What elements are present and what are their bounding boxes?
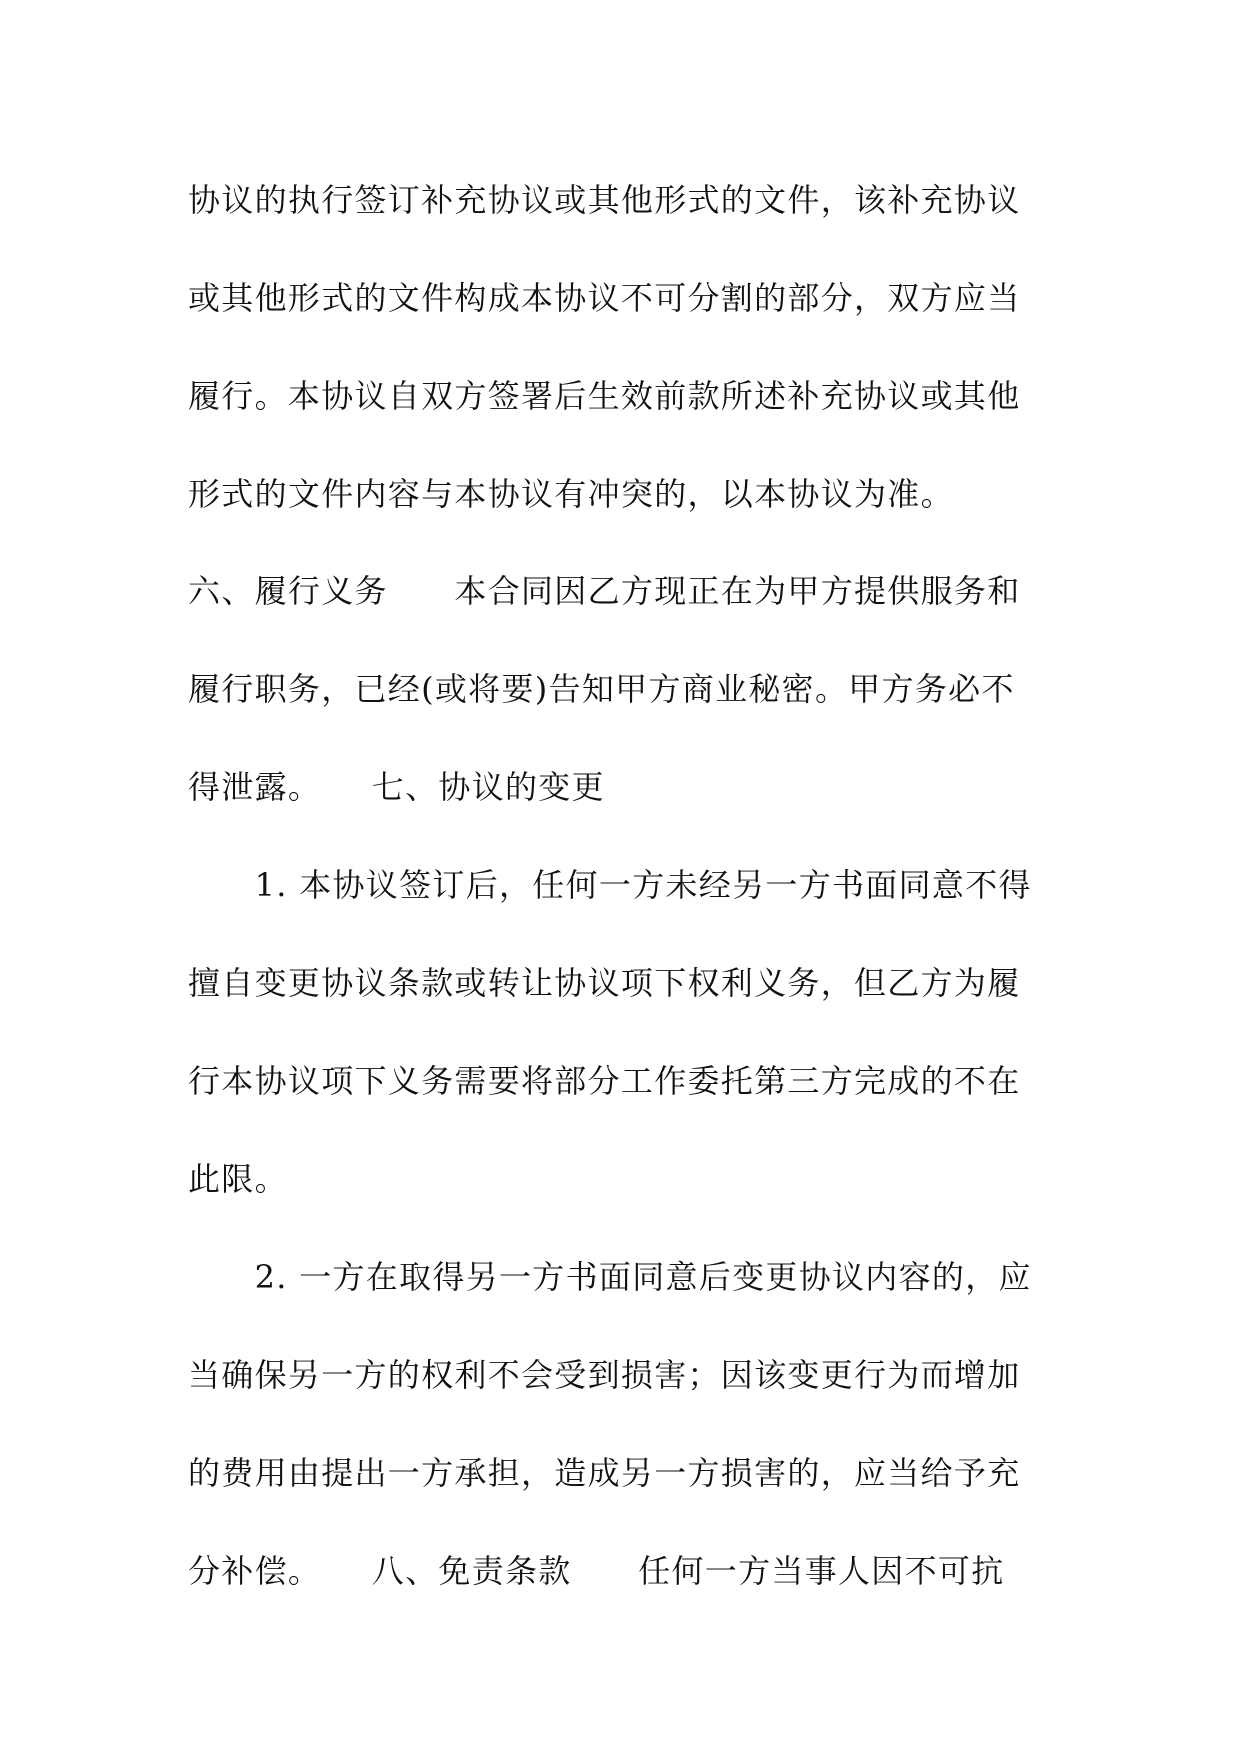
paragraph-line: 当确保另一方的权利不会受到损害；因该变更行为而增加 — [188, 1356, 1021, 1394]
section-heading-line: 六、履行义务 本合同因乙方现正在为甲方提供服务和 — [188, 572, 1021, 610]
paragraph-line: 的费用由提出一方承担，造成另一方损害的，应当给予充 — [188, 1454, 1021, 1492]
section-heading-line: 分补偿。 八、免责条款 任何一方当事人因不可抗 — [188, 1552, 1005, 1590]
paragraph-line: 履行职务，已经(或将要)告知甲方商业秘密。甲方务必不 — [188, 670, 1015, 708]
paragraph-line: 或其他形式的文件构成本协议不可分割的部分，双方应当 — [188, 279, 1021, 317]
paragraph-line: 擅自变更协议条款或转让协议项下权利义务，但乙方为履 — [188, 964, 1021, 1002]
paragraph-line: 履行。本协议自双方签署后生效前款所述补充协议或其他 — [188, 377, 1021, 415]
paragraph-line: 形式的文件内容与本协议有冲突的，以本协议为准。 — [188, 475, 954, 513]
section-heading-line: 得泄露。 七、协议的变更 — [188, 768, 605, 806]
paragraph-line: 协议的执行签订补充协议或其他形式的文件，该补充协议 — [188, 181, 1021, 219]
list-item-line: 1. 本协议签订后，任何一方未经另一方书面同意不得 — [188, 866, 1032, 904]
list-item-line: 2. 一方在取得另一方书面同意后变更协议内容的，应 — [188, 1258, 1032, 1296]
paragraph-line: 此限。 — [188, 1160, 288, 1198]
paragraph-line: 行本协议项下义务需要将部分工作委托第三方完成的不在 — [188, 1062, 1021, 1100]
